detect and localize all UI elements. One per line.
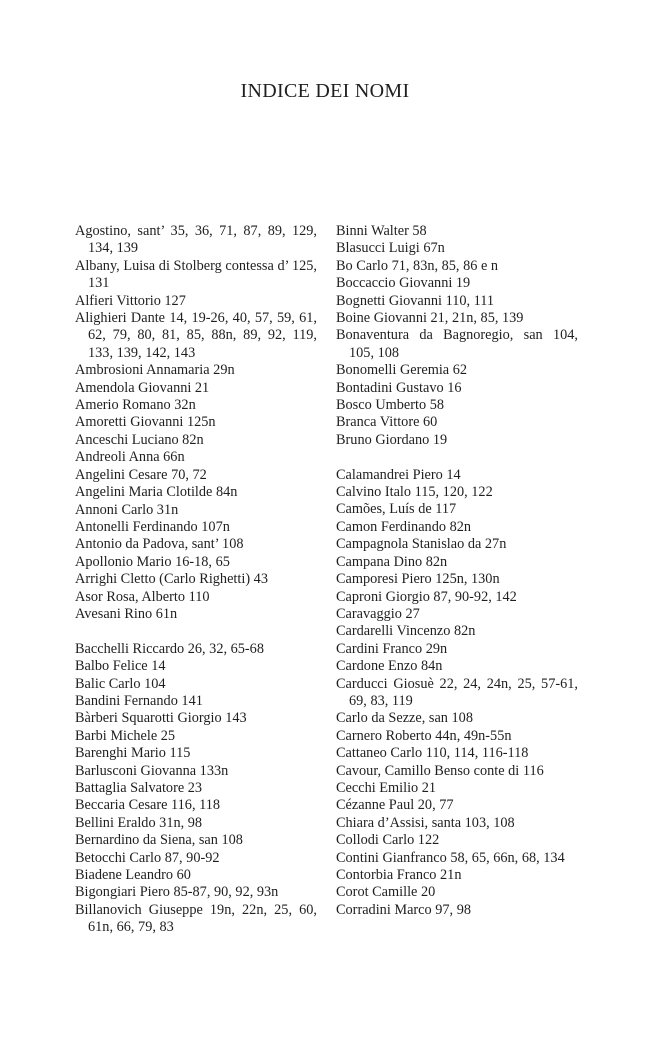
index-entry: Billanovich Giuseppe 19n, 22n, 25, 60, 61n, 66, 79, 83 xyxy=(75,901,317,936)
index-entry: Blasucci Luigi 67n xyxy=(336,240,445,257)
index-entry: Chiara d’Assisi, santa 103, 108 xyxy=(336,814,515,831)
index-entry: Bo Carlo 71, 83n, 85, 86 e n xyxy=(336,257,499,274)
index-entry: Amerio Romano 32n xyxy=(75,397,196,414)
index-entry: Battaglia Salvatore 23 xyxy=(75,779,203,796)
index-entry: Bellini Eraldo 31n, 98 xyxy=(75,814,203,831)
index-entry: Camões, Luís de 117 xyxy=(336,501,457,518)
index-entry: Bacchelli Riccardo 26, 32, 65-68 xyxy=(75,640,264,657)
index-column-right xyxy=(336,223,578,919)
section-gap xyxy=(336,449,578,466)
index-entry: Corradini Marco 97, 98 xyxy=(336,901,471,918)
index-entry: Cecchi Emilio 21 xyxy=(336,779,437,796)
index-entry: Biadene Leandro 60 xyxy=(75,867,191,884)
index-entry: Alighieri Dante 14, 19-26, 40, 57, 59, 61, 62, 79, 80, 81, 85, 88n, 89, 92, 119, 133, 139, 142, 143 xyxy=(75,310,317,361)
index-entry: Caravaggio 27 xyxy=(336,605,420,622)
index-entry: Cardarelli Vincenzo 82n xyxy=(336,623,476,640)
index-entry: Bigongiari Piero 85-87, 90, 92, 93n xyxy=(75,884,279,901)
index-entry: Antonelli Ferdinando 107n xyxy=(75,518,230,535)
index-entry: Branca Vittore 60 xyxy=(336,414,438,431)
index-entry: Bonaventura da Bagnoregio, san 104, 105, 108 xyxy=(336,327,578,361)
index-entry: Bontadini Gustavo 16 xyxy=(336,379,462,396)
index-entry: Anceschi Luciano 82n xyxy=(75,431,204,448)
page-title: INDICE DEI NOMI xyxy=(240,80,410,102)
index-entry: Barbi Michele 25 xyxy=(75,727,176,744)
index-entry: Annoni Carlo 31n xyxy=(75,501,179,518)
index-entry: Contorbia Franco 21n xyxy=(336,867,462,884)
index-entry: Carducci Giosuè 22, 24, 24n, 25, 57-61, 69, 83, 119 xyxy=(336,675,578,709)
index-entry: Contini Gianfranco 58, 65, 66n, 68, 134 xyxy=(336,849,565,866)
index-entry: Campana Dino 82n xyxy=(336,553,448,570)
index-entry: Ambrosioni Annamaria 29n xyxy=(75,362,235,379)
index-entry: Angelini Cesare 70, 72 xyxy=(75,466,207,483)
index-entry: Bandini Fernando 141 xyxy=(75,692,203,709)
index-entry: Amendola Giovanni 21 xyxy=(75,379,210,396)
index-entry: Campagnola Stanislao da 27n xyxy=(336,536,507,553)
index-entry: Bernardino da Siena, san 108 xyxy=(75,832,243,849)
index-entry: Caproni Giorgio 87, 90-92, 142 xyxy=(336,588,517,605)
index-entry: Amoretti Giovanni 125n xyxy=(75,414,216,431)
index-entry: Calvino Italo 115, 120, 122 xyxy=(336,484,493,501)
index-entry: Antonio da Padova, sant’ 108 xyxy=(75,536,244,553)
index-entry: Arrighi Cletto (Carlo Righetti) 43 xyxy=(75,571,268,588)
index-entry: Bonomelli Geremia 62 xyxy=(336,362,468,379)
index-entry: Asor Rosa, Alberto 110 xyxy=(75,588,210,605)
index-entry: Calamandrei Piero 14 xyxy=(336,466,461,483)
index-entry: Binni Walter 58 xyxy=(336,223,427,239)
index-entry: Camporesi Piero 125n, 130n xyxy=(336,571,500,588)
section-gap xyxy=(75,623,317,640)
index-entry: Barenghi Mario 115 xyxy=(75,745,191,762)
index-entry: Betocchi Carlo 87, 90-92 xyxy=(75,849,220,866)
index-entry: Balbo Felice 14 xyxy=(75,658,166,675)
index-entry: Alfieri Vittorio 127 xyxy=(75,292,186,309)
index-entry: Bosco Umberto 58 xyxy=(336,397,445,414)
index-entry: Collodi Carlo 122 xyxy=(336,832,440,849)
index-entry: Cardone Enzo 84n xyxy=(336,658,443,675)
index-entry: Beccaria Cesare 116, 118 xyxy=(75,797,221,814)
index-entry: Boine Giovanni 21, 21n, 85, 139 xyxy=(336,310,524,327)
index-entry: Boccaccio Giovanni 19 xyxy=(336,275,471,292)
index-entry: Barlusconi Giovanna 133n xyxy=(75,762,229,779)
index-column-left xyxy=(75,223,317,937)
index-entry: Angelini Maria Clotilde 84n xyxy=(75,484,238,501)
index-entry: Balic Carlo 104 xyxy=(75,675,166,692)
index-entry: Camon Ferdinando 82n xyxy=(336,518,472,535)
index-entry: Cavour, Camillo Benso conte di 116 xyxy=(336,762,544,779)
index-entry: Bruno Giordano 19 xyxy=(336,431,448,448)
index-entry: Carlo da Sezze, san 108 xyxy=(336,710,473,727)
index-entry: Cézanne Paul 20, 77 xyxy=(336,797,454,814)
index-entry: Carnero Roberto 44n, 49n-55n xyxy=(336,727,512,744)
index-entry: Agostino, sant’ 35, 36, 71, 87, 89, 129, 134, 139 xyxy=(75,223,317,257)
index-entry: Cattaneo Carlo 110, 114, 116-118 xyxy=(336,745,529,762)
index-entry: Bàrberi Squarotti Giorgio 143 xyxy=(75,710,247,727)
index-entry: Corot Camille 20 xyxy=(336,884,436,901)
index-entry: Albany, Luisa di Stolberg contessa d’ 125, 131 xyxy=(75,257,317,292)
index-entry: Andreoli Anna 66n xyxy=(75,449,185,466)
index-entry: Avesani Rino 61n xyxy=(75,605,178,622)
index-entry: Apollonio Mario 16-18, 65 xyxy=(75,553,230,570)
index-entry: Cardini Franco 29n xyxy=(336,640,448,657)
index-entry: Bognetti Giovanni 110, 111 xyxy=(336,292,495,309)
